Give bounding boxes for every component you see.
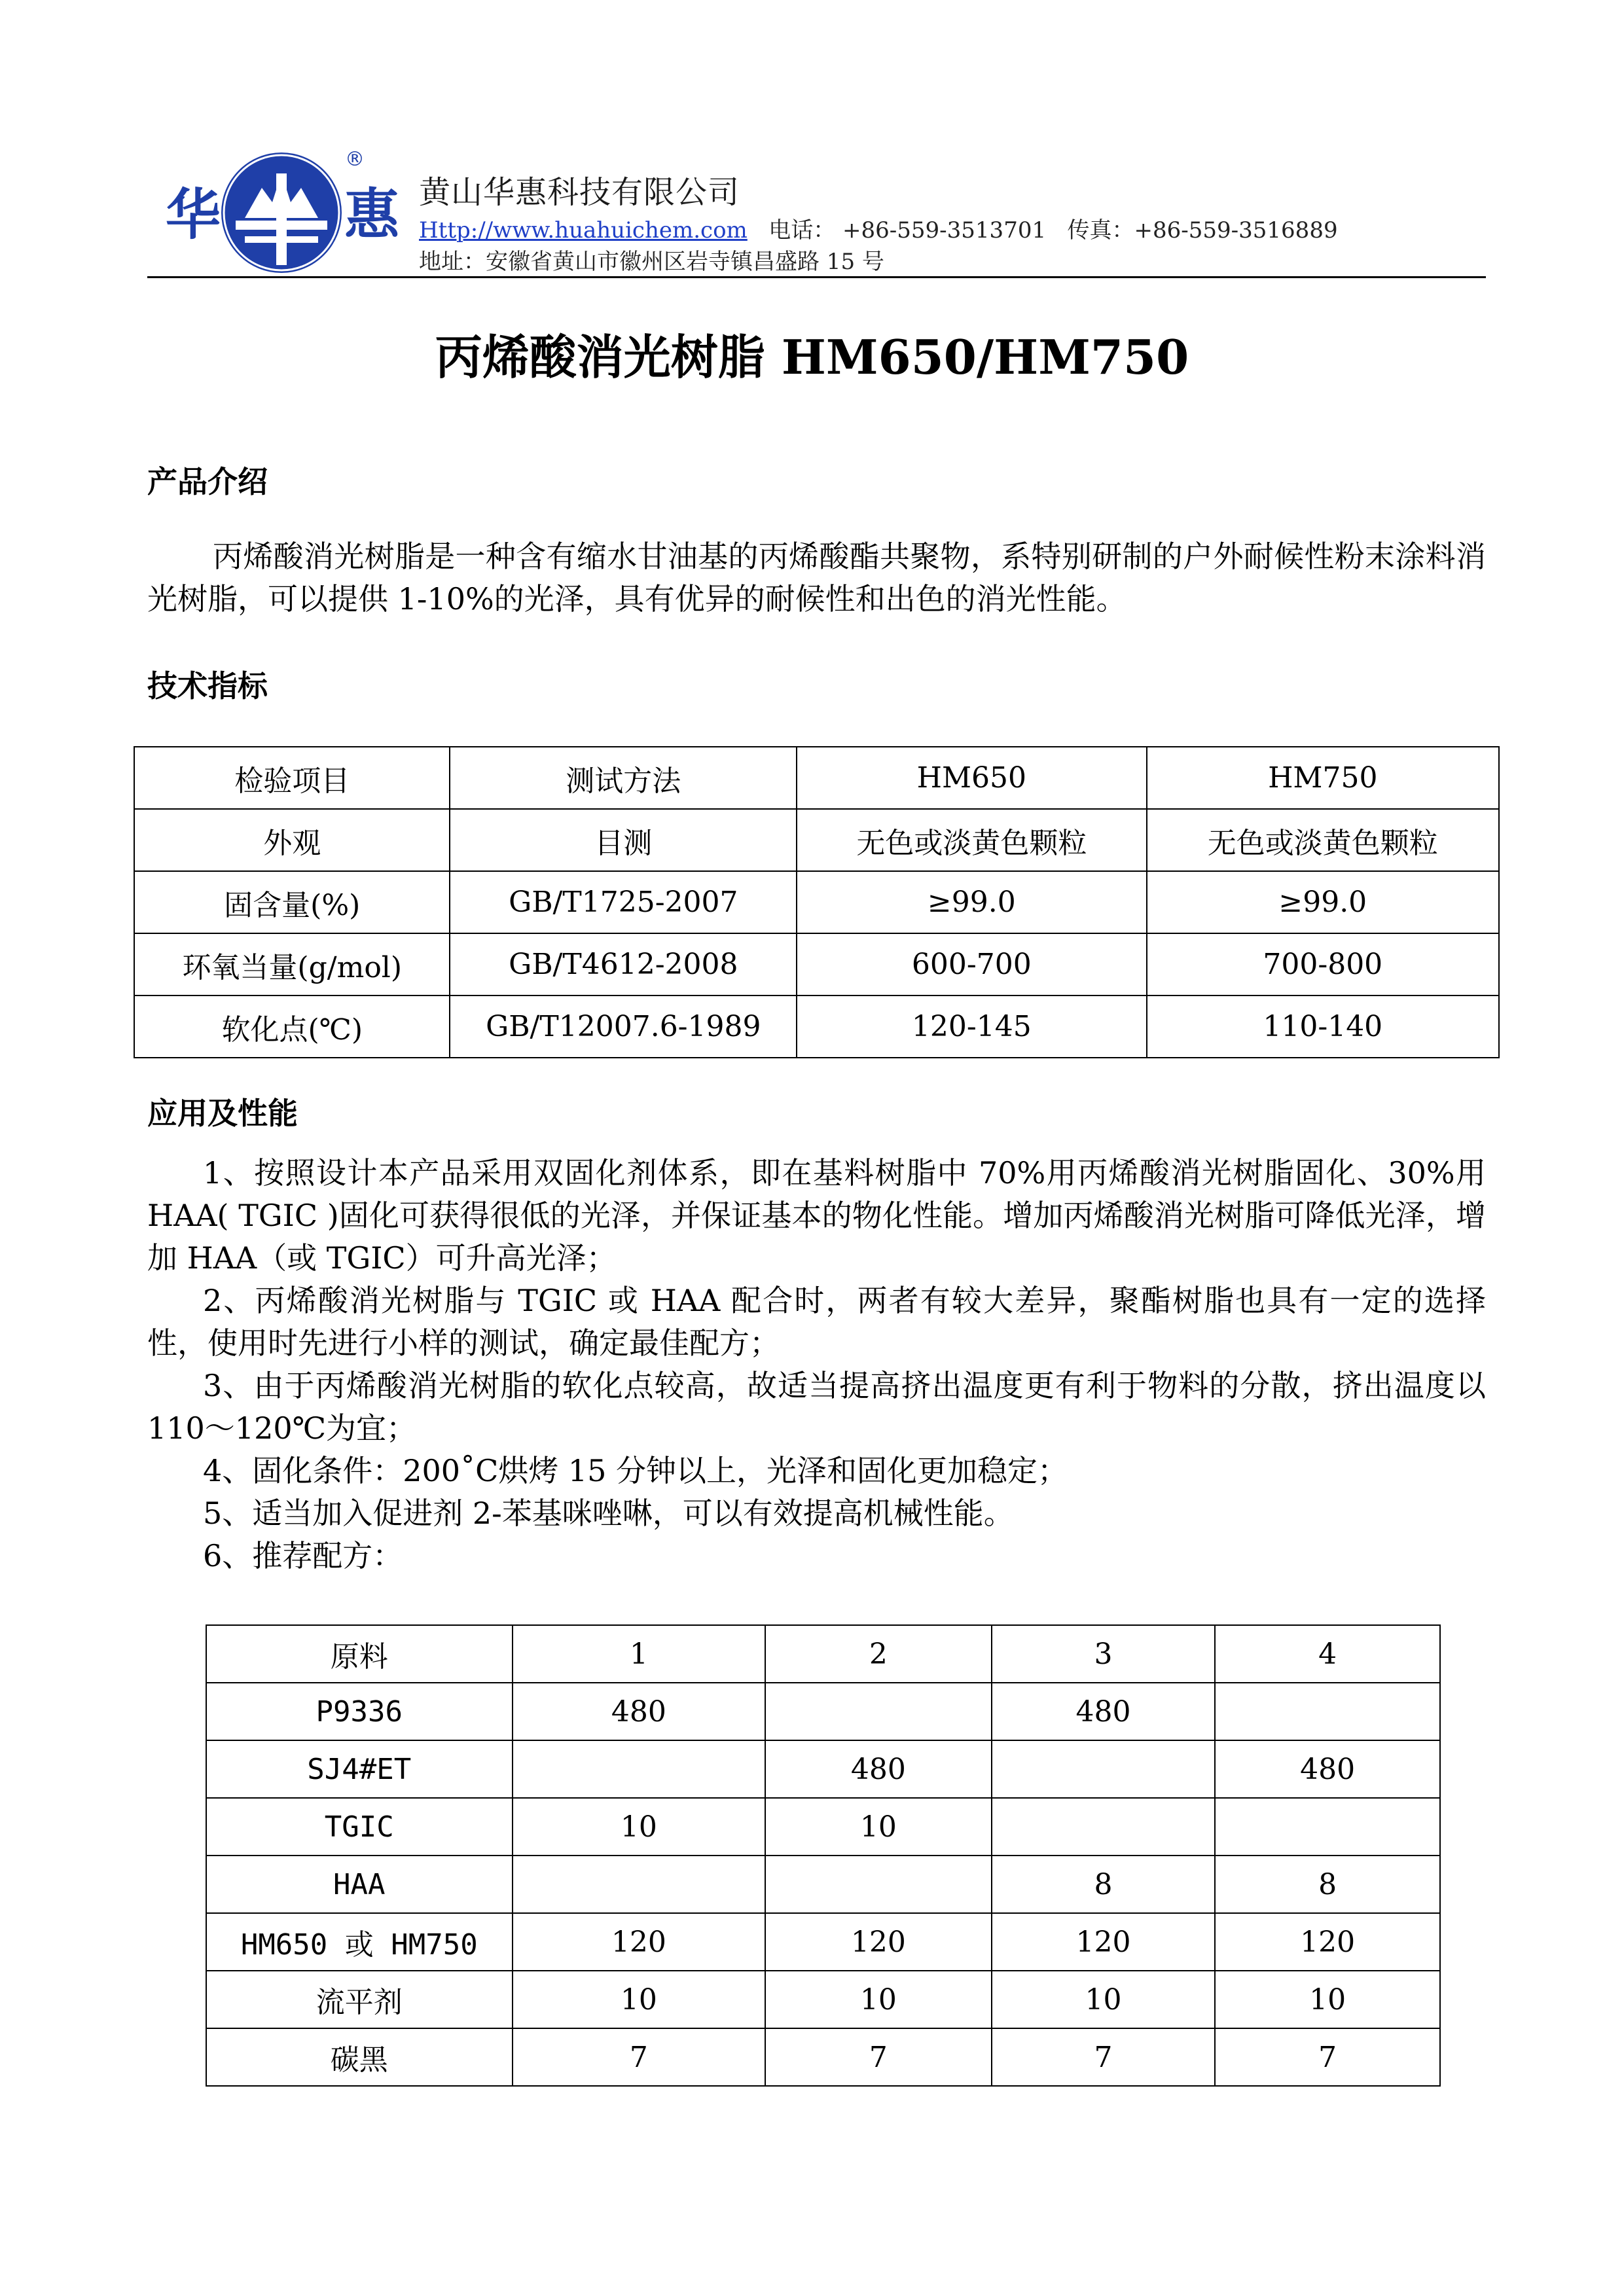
logo-left-char: 华: [165, 183, 221, 247]
table-cell: HM650 或 HM750: [206, 1913, 513, 1971]
company-logo: [164, 147, 399, 278]
header-cell: 1: [513, 1625, 766, 1683]
application-item-3: 3、由于丙烯酸消光树脂的软化点较高，故适当提高挤出温度更有利于物料的分散，挤出温度以 110～120℃为宜；: [147, 1368, 1486, 1446]
table-row: [206, 1740, 1440, 1798]
header-divider: [147, 276, 1486, 278]
table-cell: 7: [765, 2028, 992, 2086]
table-cell: 120: [1215, 1913, 1440, 1971]
table-cell: 固含量(%): [134, 871, 450, 933]
table-row: [206, 1798, 1440, 1856]
table-header-row: [134, 747, 1499, 809]
fax-number: 传真：+86-559-3516889: [1067, 217, 1338, 243]
table-row: [206, 2028, 1440, 2086]
table-cell: 无色或淡黄色颗粒: [1147, 809, 1499, 871]
phone-number: 电话： +86-559-3513701: [768, 217, 1047, 243]
table-cell: 碳黑: [206, 2028, 513, 2086]
table-cell: P9336: [206, 1683, 513, 1740]
application-item-1: 1、按照设计本产品采用双固化剂体系，即在基料树脂中 70%用丙烯酸消光树脂固化、30%用 HAA( TGIC )固化可获得很低的光泽，并保证基本的物化性能。增加丙烯酸消光树脂可降低光泽，增加 HAA（或 TGIC）可升高光泽；: [147, 1155, 1486, 1276]
table-cell: 环氧当量(g/mol): [134, 933, 450, 996]
table-cell: 480: [513, 1683, 766, 1740]
table-row: [134, 809, 1499, 871]
table-cell: [1215, 1798, 1440, 1856]
table-cell: TGIC: [206, 1798, 513, 1856]
specs-heading: 技术指标: [147, 668, 268, 704]
table-cell: 600-700: [797, 933, 1146, 996]
contact-line: [419, 212, 1338, 244]
table-cell: 7: [992, 2028, 1216, 2086]
table-cell: ≥99.0: [797, 871, 1146, 933]
table-cell: 120: [992, 1913, 1216, 1971]
table-cell: 目测: [450, 809, 797, 871]
table-row: [206, 1913, 1440, 1971]
table-cell: GB/T4612-2008: [450, 933, 797, 996]
table-cell: [765, 1856, 992, 1913]
table-cell: 120: [765, 1913, 992, 1971]
table-cell: 8: [1215, 1856, 1440, 1913]
table-cell: 7: [513, 2028, 766, 2086]
table-cell: 8: [992, 1856, 1216, 1913]
table-cell: 700-800: [1147, 933, 1499, 996]
table-cell: 10: [992, 1971, 1216, 2028]
company-name: 黄山华惠科技有限公司: [419, 174, 740, 211]
application-heading: 应用及性能: [147, 1096, 298, 1131]
intro-heading: 产品介绍: [147, 464, 268, 499]
table-cell: [992, 1798, 1216, 1856]
table-row: [134, 933, 1499, 996]
intro-paragraph: 丙烯酸消光树脂是一种含有缩水甘油基的丙烯酸酯共聚物，系特别研制的户外耐候性粉末涂料消光树脂，可以提供 1-10%的光泽，具有优异的耐候性和出色的消光性能。: [147, 539, 1486, 617]
table-row: [206, 1971, 1440, 2028]
table-cell: 10: [513, 1798, 766, 1856]
header-cell: 原料: [206, 1625, 513, 1683]
table-row: [134, 871, 1499, 933]
logo-emblem-icon: [164, 147, 399, 278]
table-cell: 120-145: [797, 996, 1146, 1058]
table-cell: SJ4#ET: [206, 1740, 513, 1798]
table-cell: 480: [992, 1683, 1216, 1740]
specs-table: [134, 746, 1500, 1058]
application-item-4: 4、固化条件：200˚C烘烤 15 分钟以上，光泽和固化更加稳定；: [203, 1453, 1068, 1488]
document-title: 丙烯酸消光树脂 HM650/HM750: [435, 329, 1189, 385]
application-item-6: 6、推荐配方：: [203, 1538, 403, 1573]
table-cell: 外观: [134, 809, 450, 871]
application-item-5: 5、适当加入促进剂 2-苯基咪唑啉，可以有效提高机械性能。: [203, 1496, 1014, 1531]
table-cell: GB/T12007.6-1989: [450, 996, 797, 1058]
table-header-row: [206, 1625, 1440, 1683]
table-cell: 120: [513, 1913, 766, 1971]
table-cell: GB/T1725-2007: [450, 871, 797, 933]
table-cell: [765, 1683, 992, 1740]
table-row: [206, 1856, 1440, 1913]
header-cell: HM750: [1147, 747, 1499, 809]
table-row: [206, 1683, 1440, 1740]
header-cell: 检验项目: [134, 747, 450, 809]
table-cell: 软化点(℃): [134, 996, 450, 1058]
table-cell: 流平剂: [206, 1971, 513, 2028]
table-cell: 7: [1215, 2028, 1440, 2086]
company-address: 地址：安徽省黄山市徽州区岩寺镇昌盛路 15 号: [419, 249, 884, 275]
table-cell: ≥99.0: [1147, 871, 1499, 933]
table-cell: [513, 1856, 766, 1913]
table-cell: [1215, 1683, 1440, 1740]
registered-mark: ®: [345, 148, 365, 171]
table-cell: 无色或淡黄色颗粒: [797, 809, 1146, 871]
table-cell: 10: [765, 1798, 992, 1856]
table-cell: 10: [765, 1971, 992, 2028]
table-cell: 110-140: [1147, 996, 1499, 1058]
header-cell: 3: [992, 1625, 1216, 1683]
table-cell: 10: [513, 1971, 766, 2028]
table-cell: [992, 1740, 1216, 1798]
formula-table: [206, 1624, 1441, 2087]
application-item-2: 2、丙烯酸消光树脂与 TGIC 或 HAA 配合时，两者有较大差异，聚酯树脂也具有一定的选择性，使用时先进行小样的测试，确定最佳配方；: [147, 1283, 1486, 1361]
website-link[interactable]: Http://www.huahuichem.com: [419, 217, 748, 243]
table-cell: HAA: [206, 1856, 513, 1913]
header-cell: 测试方法: [450, 747, 797, 809]
table-cell: 480: [1215, 1740, 1440, 1798]
logo-right-char: 惠: [344, 183, 399, 247]
header-cell: 2: [765, 1625, 992, 1683]
table-cell: 480: [765, 1740, 992, 1798]
table-cell: [513, 1740, 766, 1798]
table-cell: 10: [1215, 1971, 1440, 2028]
table-row: [134, 996, 1499, 1058]
header-cell: 4: [1215, 1625, 1440, 1683]
header-cell: HM650: [797, 747, 1146, 809]
